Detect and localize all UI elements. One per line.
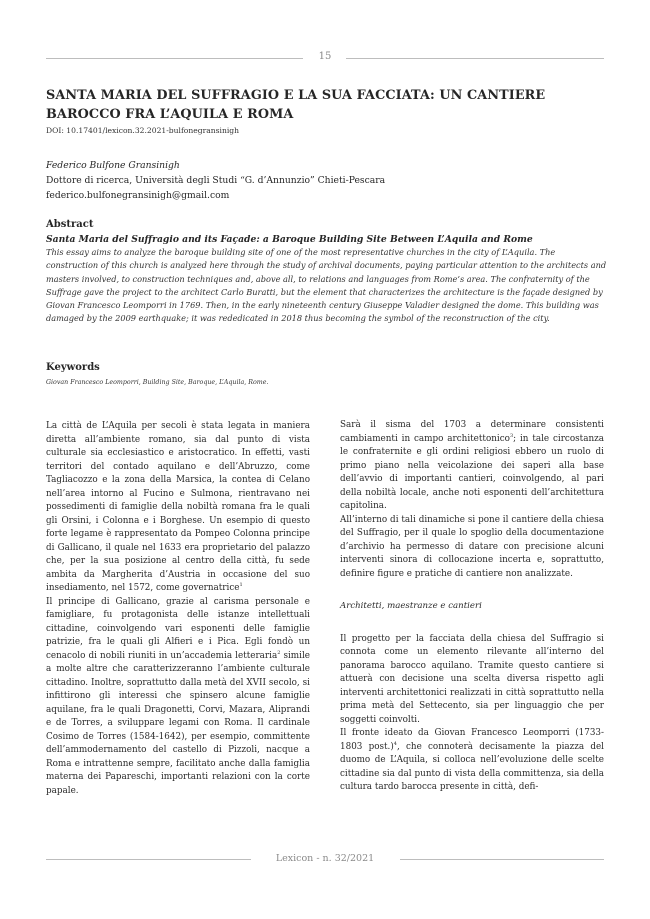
footnote-ref[interactable]: 1: [239, 582, 243, 589]
abstract-section: [46, 218, 608, 326]
abstract-title: Santa Maria del Suffragio and its Façade: a Baroque Building Site Between L’Aquila and Rome: [46, 234, 533, 245]
paragraph-text: ; in tale circostanza le confraternite e gli ordini religiosi ebbero un ruolo di primo piano nella veicolazione dei saperi alla base dell’avvio di importanti cantieri, coinvolgendo, al pari della nobiltà locale, anche noti esponenti dell’architettura capitolina.: [340, 433, 604, 511]
paragraph: Il progetto per la facciata della chiesa del Suffragio si connota come un elemento rilevante all’interno del panorama barocco aquilano. Tramite questo cantiere si attuerà con decisione una scelta diversa rispetto agli interventi architettonici realizzati in città soprattutto nella prima metà del Settecento, sia per linguaggio che per soggetti coinvolti.: [340, 633, 604, 725]
footer-rule-right: [400, 859, 604, 860]
paragraph: [46, 596, 310, 799]
body-column-left: [46, 420, 310, 798]
abstract-text: This essay aims to analyze the baroque building site of one of the most representative churches in the city of L’Aquila. The construction of this church is analyzed here through the study of archival documents, paying particular attention to the architects and masters involved, to construction techniques and, above all, to relations and languages from Rome’s area. The confraternity of the Suffrage gave the project to the architect Carlo Buratti, but the element that characterizes the architecture is the façade designed by Giovan Francesco Leomporri in 1769. Then, in the early nineteenth century Giuseppe Valadier designed the dome. This building was damaged by the 2009 earthquake; it was rededicated in 2018 thus becoming the symbol of the reconstruction of the city.: [46, 247, 607, 324]
paragraph-text: La città de L’Aquila per secoli è stata legata in maniera diretta all’ambiente romano, sia dal punto di vista culturale sia ecclesiastico e aristocratico. In effetti, vasti territori del contado aquilano e dell’Abruzzo, come Tagliacozzo e la zona della Marsica, la contea di Celano nell’area intorno al Fucino e Sulmona, rientravano nei possedimenti di famiglie della nobiltà romana fra le quali gli Orsini, i Colonna e i Borghese. Un esempio di questo forte legame è rappresentato da Pompeo Colonna principe di Gallicano, il quale nel 1633 era proprietario del palazzo che, per la sua posizione al centro della città, fu sede ambita da Margherita d’Austria in occasione del suo insediamento, nel 1572, come governatrice: [46, 421, 310, 593]
author-block: [46, 158, 606, 203]
paragraph-text: Sarà il sisma del 1703 a determinare consistenti cambiamenti in campo architettonico: [340, 420, 604, 444]
paragraph-text: simile a molte altre che caratterizzeranno l’ambiente culturale cittadino. Inoltre, soprattutto dalla metà del XVII secolo, si infittirono gli interessi che spinsero alcune famiglie aquilane, fra le quali Dragonetti, Corvi, Mazara, Aliprandi e de Torres, a sviluppare legami con Roma. Il cardinale Cosimo de Torres (1584-1642), per esempio, committente dell’ammodernamento del castello di Pizzoli, nacque a Roma e intrattenne sempre, facilitato anche dalla famiglia materna dei Papareschi, importanti relazioni con la corte papale.: [46, 650, 310, 796]
footer-journal: Lexicon - n. 32/2021: [275, 853, 375, 864]
author-email[interactable]: federico.bulfonegransinigh@gmail.com: [46, 190, 230, 201]
paragraph-text: Il fronte ideato da Giovan Francesco Leomporri (1733-1803 post.): [340, 728, 604, 752]
footnote-ref[interactable]: 3: [509, 432, 514, 439]
footnote-ref[interactable]: 2: [277, 649, 281, 656]
section-subheading: Architetti, maestranze e cantieri: [340, 601, 482, 611]
keywords-text: Giovan Francesco Leomporri, Building Site, Baroque, L’Aquila, Rome.: [46, 379, 269, 386]
paragraph: [46, 420, 310, 596]
keywords-heading: Keywords: [46, 362, 100, 373]
doi: DOI: 10.17401/lexicon.32.2021-bulfonegransinigh: [46, 126, 240, 135]
paragraph-text: , che connoterà decisamente la piazza del duomo de L’Aquila, si colloca nell’evoluzione delle scelte cittadine sia dal punto di vista della committenza, sia della cultura tardo barocca presente in città, defi-: [340, 741, 604, 792]
footnote-ref[interactable]: 4: [393, 740, 397, 747]
paragraph: All’interno di tali dinamiche si pone il cantiere della chiesa del Suffragio, per il quale lo spoglio della documentazione d’archivio ha permesso di datare con precisione alcuni interventi sinora di collocazione incerta e, soprattutto, definire figure e pratiche di cantiere non analizzate.: [340, 514, 604, 579]
header-rule-right: [346, 58, 604, 59]
keywords-section: [46, 361, 608, 389]
paragraph: [340, 727, 604, 795]
article-title: SANTA MARIA DEL SUFFRAGIO E LA SUA FACCIATA: UN CANTIERE BAROCCO FRA L’AQUILA E ROMA: [46, 88, 546, 122]
paragraph-text: Il principe di Gallicano, grazie al carisma personale e famigliare, fu protagonista delle istanze intellettuali cittadine, coinvolgendo vari esponenti delle famiglie patrizie, fra le quali gli Alfieri e i Pica. Egli fondò un cenacolo di nobili riuniti in un’accademia letteraria: [46, 596, 310, 661]
paragraph: [340, 419, 604, 514]
author-affiliation: Dottore di ricerca, Università degli Studi “G. d’Annunzio” Chieti-Pescara: [46, 175, 386, 186]
page-number: 15: [318, 51, 332, 62]
body-column-right: [340, 419, 604, 795]
abstract-heading: Abstract: [46, 219, 94, 230]
author-name: Federico Bulfone Gransinigh: [46, 160, 180, 171]
